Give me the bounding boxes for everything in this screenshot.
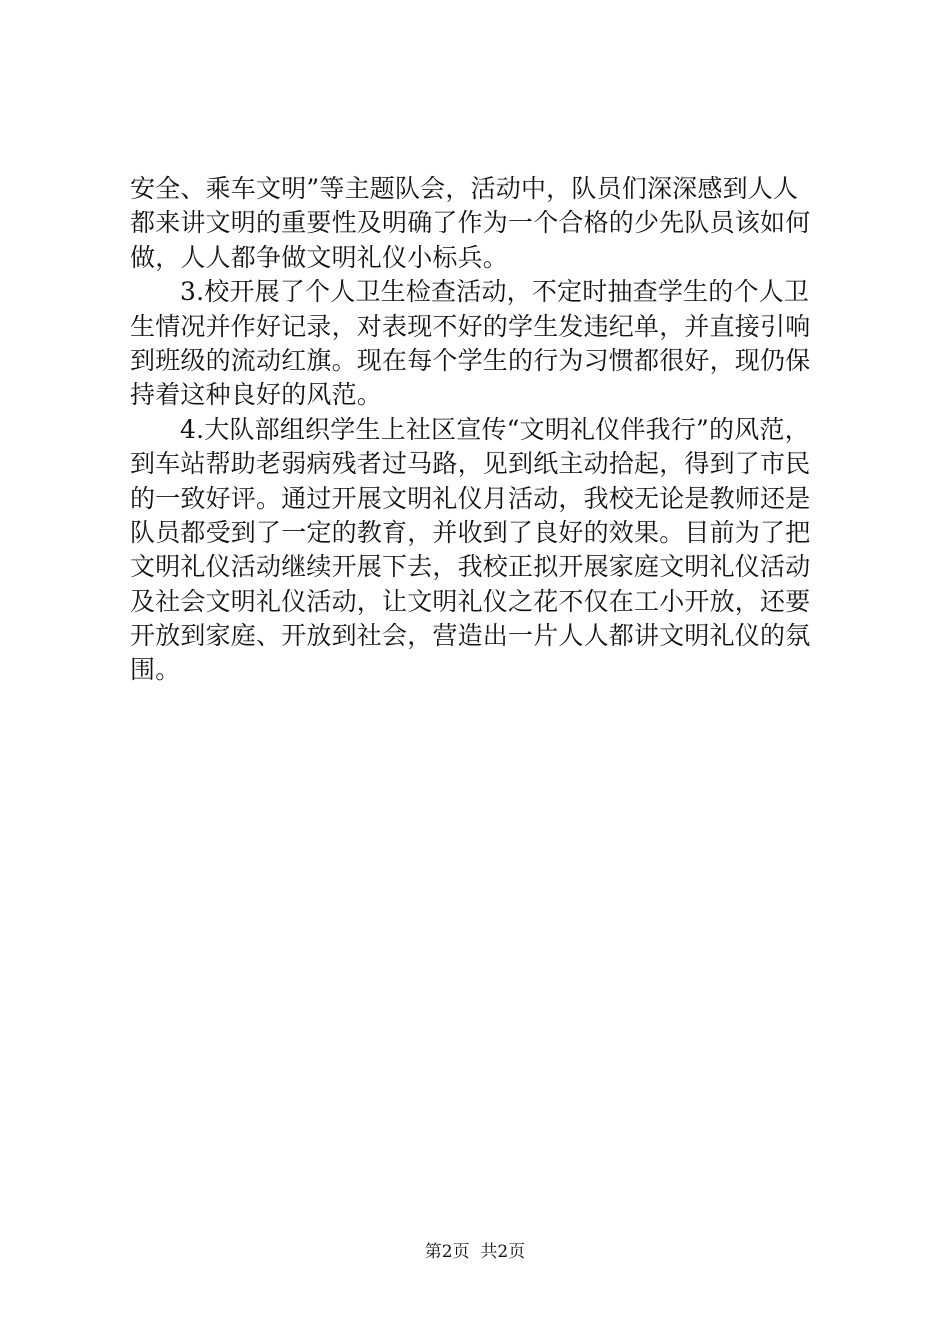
text-line: 生情况并作好记录，对表现不好的学生发违纪单，并直接引响	[130, 311, 811, 341]
text-line: 持着这种良好的风范。	[130, 380, 383, 410]
text-line: 到班级的流动红旗。现在每个学生的行为习惯都很好，现仍保	[130, 345, 811, 375]
text-line: 到车站帮助老弱病残者过马路，见到纸主动拾起，得到了市民	[130, 449, 811, 479]
text-line: 围。	[130, 655, 181, 685]
text-line: 文明礼仪活动继续开展下去，我校正拟开展家庭文明礼仪活动	[130, 552, 811, 582]
text-line: 安全、乘车文明”等主题队会，活动中，队员们深深感到人人	[130, 174, 799, 203]
text-line: 的一致好评。通过开展文明礼仪月活动，我校无论是教师还是	[130, 483, 811, 513]
text-line: 4.大队部组织学生上社区宣传“文明礼仪伴我行”的风范，	[180, 414, 810, 444]
text-line: 及社会文明礼仪活动，让文明礼仪之花不仅在工小开放，还要	[130, 586, 811, 616]
body-text	[130, 172, 835, 688]
text-line: 都来讲文明的重要性及明确了作为一个合格的少先队员该如何	[130, 208, 811, 238]
text-line: 做，人人都争做文明礼仪小标兵。	[130, 242, 509, 272]
text-line: 3.校开展了个人卫生检查活动，不定时抽查学生的个人卫	[180, 277, 810, 307]
page-number-label: 第2页 共2页	[424, 1242, 526, 1262]
text-line: 队员都受到了一定的教育，并收到了良好的效果。目前为了把	[130, 517, 811, 547]
text-line: 开放到家庭、开放到社会，营造出一片人人都讲文明礼仪的氛	[130, 621, 811, 651]
page-footer	[0, 1240, 950, 1264]
